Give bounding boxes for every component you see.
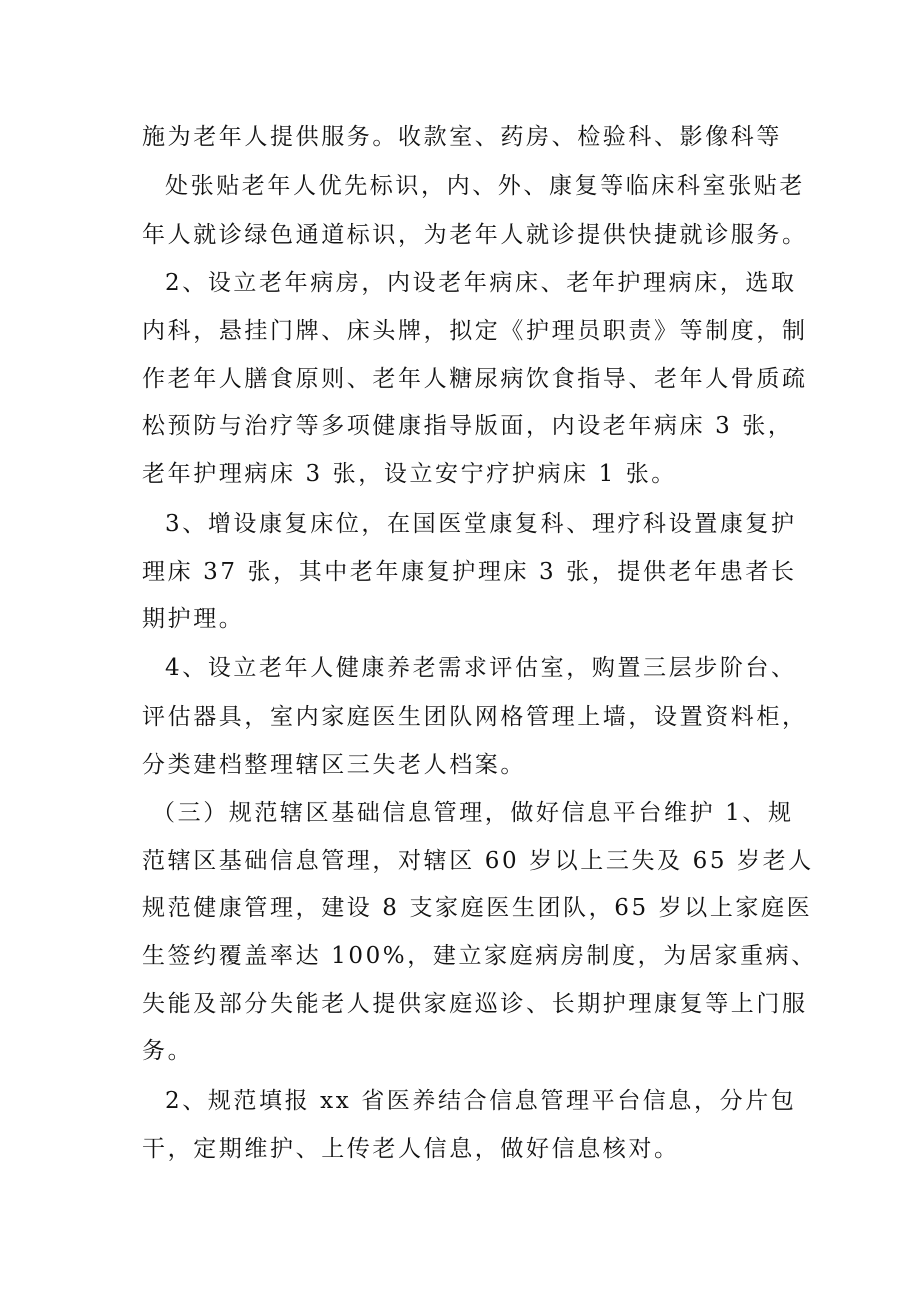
text-line: 范辖区基础信息管理，对辖区 60 岁以上三失及 65 岁老人 xyxy=(142,848,814,874)
text-line: 施为老年人提供服务。收款室、药房、检验科、影像科等 xyxy=(142,124,782,150)
text-line: 分类建档整理辖区三失老人档案。 xyxy=(142,752,526,778)
text-line: 2、规范填报 xx 省医养结合信息管理平台信息，分片包 xyxy=(165,1088,797,1114)
text-line: 老年护理病床 3 张，设立安宁疗护病床 1 张。 xyxy=(142,461,677,487)
text-line: 失能及部分失能老人提供家庭巡诊、长期护理康复等上门服 xyxy=(142,991,808,1017)
text-line: 评估器具，室内家庭医生团队网格管理上墙，设置资料柜， xyxy=(142,704,808,730)
text-line: 生签约覆盖率达 100%，建立家庭病房制度，为居家重病、 xyxy=(142,943,817,969)
text-line: 年人就诊绿色通道标识，为老年人就诊提供快捷就诊服务。 xyxy=(142,222,808,248)
text-line: 理床 37 张，其中老年康复护理床 3 张，提供老年患者长 xyxy=(142,559,797,585)
text-line: 2、设立老年病房，内设老年病床、老年护理病床，选取 xyxy=(165,270,797,296)
text-line: 处张贴老年人优先标识，内、外、康复等临床科室张贴老 xyxy=(165,173,805,199)
text-line: 松预防与治疗等多项健康指导版面，内设老年病床 3 张， xyxy=(142,413,794,439)
text-line: 3、增设康复床位，在国医堂康复科、理疗科设置康复护 xyxy=(165,511,797,537)
text-line: 作老年人膳食原则、老年人糖尿病饮食指导、老年人骨质疏 xyxy=(142,366,808,392)
text-line: 期护理。 xyxy=(142,606,245,632)
text-line: 干，定期维护、上传老人信息，做好信息核对。 xyxy=(142,1136,680,1162)
text-line: （三）规范辖区基础信息管理，做好信息平台维护 1、规 xyxy=(152,800,794,826)
text-line: 内科，悬挂门牌、床头牌，拟定《护理员职责》等制度，制 xyxy=(142,318,808,344)
text-line: 规范健康管理，建设 8 支家庭医生团队，65 岁以上家庭医 xyxy=(142,895,813,921)
text-line: 4、设立老年人健康养老需求评估室，购置三层步阶台、 xyxy=(165,655,797,681)
text-line: 务。 xyxy=(142,1038,194,1064)
